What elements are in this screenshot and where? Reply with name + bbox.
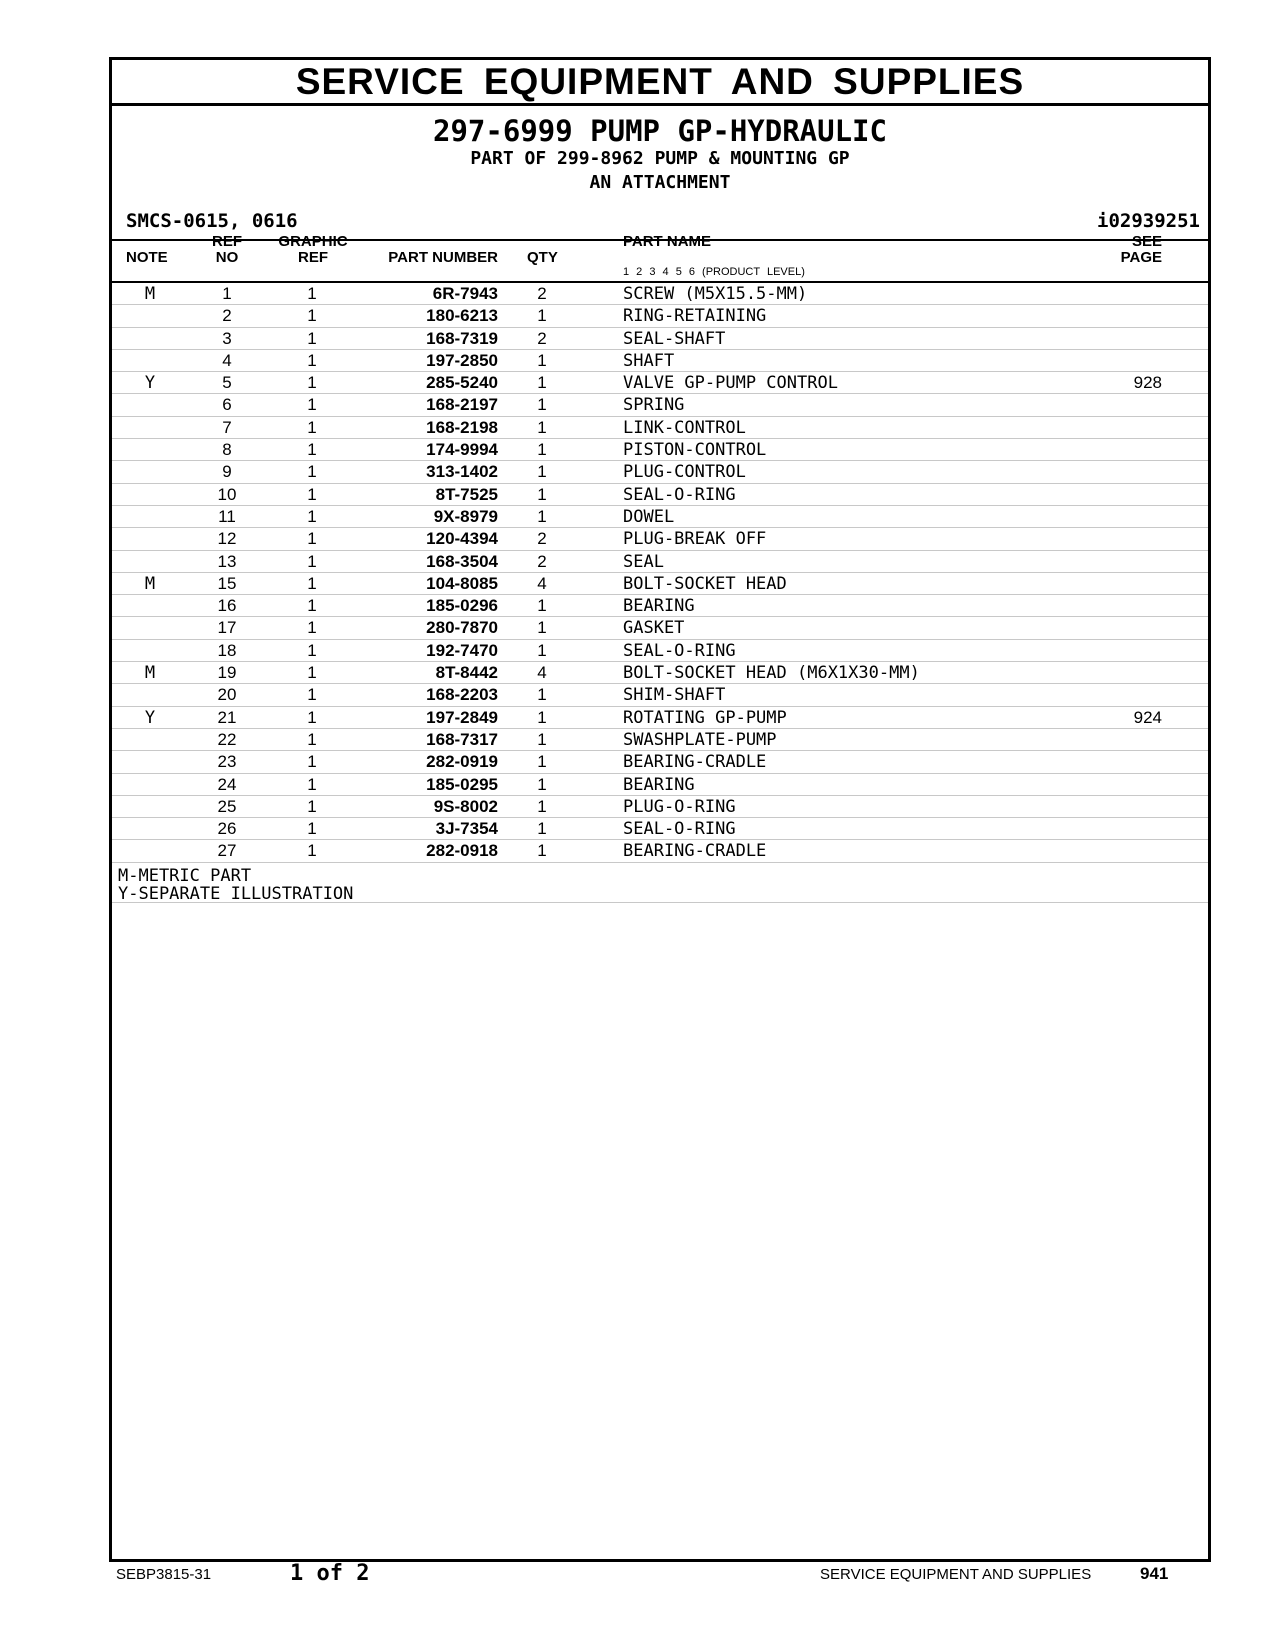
cell-ref-no: 3 (222, 328, 232, 348)
cell-graphic-ref: 1 (307, 663, 317, 683)
cell-part-number: 192-7470 (426, 640, 498, 660)
cell-qty: 1 (537, 618, 547, 638)
cell-note: M (144, 284, 156, 304)
cell-ref-no: 7 (222, 417, 232, 437)
footer-page-of: 1 of 2 (290, 1561, 370, 1586)
cell-qty: 1 (537, 395, 547, 415)
cell-part-name: BEARING-CRADLE (623, 752, 767, 773)
cell-qty: 1 (537, 841, 547, 861)
cell-part-name: PLUG-O-RING (623, 796, 736, 817)
cell-part-number: 104-8085 (426, 573, 498, 593)
cell-see-page: 928 (1133, 373, 1162, 393)
table-row (112, 707, 1208, 729)
cell-ref-no: 21 (217, 707, 237, 727)
cell-qty: 1 (537, 774, 547, 794)
cell-graphic-ref: 1 (307, 640, 317, 660)
column-header-qty: QTY (527, 249, 558, 266)
cell-part-name: SEAL-O-RING (623, 484, 736, 505)
column-header-ref (202, 234, 252, 266)
cell-ref-no: 9 (222, 462, 232, 482)
cell-qty: 1 (537, 685, 547, 705)
cell-part-name: PISTON-CONTROL (623, 440, 767, 461)
cell-ref-no: 20 (217, 685, 237, 705)
cell-part-number: 9S-8002 (433, 796, 498, 816)
cell-part-number: 282-0919 (426, 752, 498, 772)
document-id: i02939251 (1097, 210, 1200, 232)
table-row (112, 684, 1208, 706)
cell-graphic-ref: 1 (307, 596, 317, 616)
cell-graphic-ref: 1 (307, 328, 317, 348)
table-row (112, 774, 1208, 796)
column-header-ref-top: REF (212, 233, 242, 250)
cell-part-name: SPRING (623, 395, 685, 416)
table-row (112, 595, 1208, 617)
cell-graphic-ref: 1 (307, 440, 317, 460)
cell-qty: 1 (537, 596, 547, 616)
cell-graphic-ref: 1 (307, 841, 317, 861)
group-title: 297-6999 PUMP GP-HYDRAULIC (433, 114, 887, 148)
cell-part-name: SHIM-SHAFT (623, 685, 726, 706)
cell-graphic-ref: 1 (307, 707, 317, 727)
cell-part-number: 197-2850 (426, 350, 498, 370)
table-row (112, 461, 1208, 483)
cell-graphic-ref: 1 (307, 573, 317, 593)
smcs-code: SMCS-0615, 0616 (126, 210, 298, 232)
cell-part-name: SEAL-O-RING (623, 819, 736, 840)
cell-part-number: 168-2198 (426, 417, 498, 437)
column-header-see-page-top: SEE (1131, 233, 1162, 250)
cell-ref-no: 16 (217, 596, 237, 616)
cell-ref-no: 5 (222, 373, 232, 393)
cell-see-page: 924 (1133, 707, 1162, 727)
cell-part-number: 168-7317 (426, 729, 498, 749)
cell-qty: 1 (537, 484, 547, 504)
cell-part-name: BEARING (623, 774, 695, 795)
cell-graphic-ref: 1 (307, 506, 317, 526)
cell-qty: 1 (537, 752, 547, 772)
column-header-graphic-ref-top: GRAPHIC (278, 233, 348, 250)
cell-qty: 1 (537, 640, 547, 660)
cell-graphic-ref: 1 (307, 618, 317, 638)
cell-part-number: 168-3504 (426, 551, 498, 571)
cell-part-number: 8T-7525 (435, 484, 498, 504)
table-row (112, 751, 1208, 773)
footer-doc-number: SEBP3815-31 (116, 1566, 212, 1583)
cell-part-name: SEAL-O-RING (623, 640, 736, 661)
cell-qty: 1 (537, 796, 547, 816)
cell-qty: 2 (537, 551, 547, 571)
cell-part-number: 285-5240 (426, 373, 498, 393)
section-banner: SERVICE EQUIPMENT AND SUPPLIES (112, 60, 1208, 106)
cell-qty: 2 (537, 529, 547, 549)
group-subtitle-parent: PART OF 299-8962 PUMP & MOUNTING GP (470, 148, 850, 169)
table-row (112, 417, 1208, 439)
cell-qty: 1 (537, 707, 547, 727)
cell-ref-no: 1 (222, 284, 232, 303)
cell-part-number: 185-0296 (426, 596, 498, 616)
cell-qty: 1 (537, 819, 547, 839)
cell-ref-no: 23 (217, 752, 237, 772)
cell-graphic-ref: 1 (307, 284, 317, 303)
cell-part-number: 168-2197 (426, 395, 498, 415)
cell-part-name: GASKET (623, 618, 685, 639)
column-header-part-number: PART NUMBER (388, 249, 498, 266)
table-row (112, 528, 1208, 550)
cell-ref-no: 15 (217, 573, 237, 593)
cell-part-name: SEAL-SHAFT (623, 328, 726, 349)
group-subtitle-attachment: AN ATTACHMENT (589, 172, 731, 193)
table-row (112, 640, 1208, 662)
notes-legend (112, 863, 1208, 903)
cell-part-number: 197-2849 (426, 707, 498, 727)
cell-ref-no: 27 (217, 841, 237, 861)
cell-qty: 4 (537, 663, 547, 683)
cell-graphic-ref: 1 (307, 685, 317, 705)
cell-graphic-ref: 1 (307, 484, 317, 504)
cell-part-name: BOLT-SOCKET HEAD (623, 573, 787, 594)
column-header-graphic-ref-bottom: REF (298, 249, 328, 266)
footer-page-number: 941 (1140, 1564, 1169, 1583)
table-row (112, 394, 1208, 416)
table-row (112, 796, 1208, 818)
cell-graphic-ref: 1 (307, 752, 317, 772)
cell-graphic-ref: 1 (307, 529, 317, 549)
table-row (112, 372, 1208, 394)
cell-qty: 1 (537, 417, 547, 437)
table-row (112, 350, 1208, 372)
cell-part-number: 168-2203 (426, 685, 498, 705)
table-row (112, 617, 1208, 639)
table-row (112, 818, 1208, 840)
cell-graphic-ref: 1 (307, 417, 317, 437)
cell-qty: 1 (537, 440, 547, 460)
cell-qty: 2 (537, 328, 547, 348)
column-header-see-page (1102, 234, 1162, 266)
cell-part-number: 174-9994 (426, 440, 498, 460)
table-row (112, 328, 1208, 350)
cell-ref-no: 4 (222, 350, 232, 370)
table-row (112, 283, 1208, 305)
table-row (112, 506, 1208, 528)
cell-ref-no: 12 (217, 529, 237, 549)
cell-graphic-ref: 1 (307, 796, 317, 816)
cell-graphic-ref: 1 (307, 395, 317, 415)
cell-qty: 2 (537, 284, 547, 303)
cell-ref-no: 18 (217, 640, 237, 660)
cell-qty: 1 (537, 373, 547, 393)
cell-part-name: PLUG-BREAK OFF (623, 529, 767, 550)
cell-part-name: DOWEL (623, 506, 675, 527)
note-separate-illustration: Y-SEPARATE ILLUSTRATION (118, 883, 354, 904)
cell-part-name: ROTATING GP-PUMP (623, 707, 787, 728)
cell-graphic-ref: 1 (307, 774, 317, 794)
cell-ref-no: 25 (217, 796, 237, 816)
table-row (112, 551, 1208, 573)
cell-graphic-ref: 1 (307, 350, 317, 370)
cell-part-number: 180-6213 (426, 306, 498, 326)
cell-qty: 1 (537, 506, 547, 526)
cell-qty: 1 (537, 306, 547, 326)
column-header-part-name: PART NAME (623, 233, 712, 250)
cell-part-number: 8T-8442 (435, 663, 498, 683)
cell-part-number: 282-0918 (426, 841, 498, 861)
cell-part-number: 3J-7354 (435, 819, 498, 839)
cell-part-name: SHAFT (623, 350, 675, 371)
table-row (112, 662, 1208, 684)
table-row (112, 484, 1208, 506)
column-header-graphic-ref (277, 234, 349, 266)
cell-qty: 1 (537, 729, 547, 749)
page-frame (109, 57, 1211, 1562)
cell-graphic-ref: 1 (307, 373, 317, 393)
cell-part-number: 120-4394 (426, 529, 498, 549)
cell-ref-no: 2 (222, 306, 232, 326)
parts-list (112, 283, 1208, 903)
cell-ref-no: 26 (217, 819, 237, 839)
product-level-scale: 1 2 3 4 5 6 (PRODUCT LEVEL) (623, 266, 805, 278)
cell-ref-no: 17 (217, 618, 237, 638)
footer-section-title: SERVICE EQUIPMENT AND SUPPLIES (820, 1566, 1092, 1583)
cell-ref-no: 22 (217, 729, 237, 749)
cell-note: Y (144, 707, 156, 728)
cell-ref-no: 19 (217, 663, 237, 683)
cell-graphic-ref: 1 (307, 551, 317, 571)
note-metric: M-METRIC PART (118, 865, 252, 886)
cell-part-name: LINK-CONTROL (623, 417, 746, 438)
cell-part-number: 185-0295 (426, 774, 498, 794)
cell-part-name: RING-RETAINING (623, 306, 767, 327)
cell-ref-no: 24 (217, 774, 237, 794)
table-row (112, 305, 1208, 327)
cell-part-name: PLUG-CONTROL (623, 462, 746, 483)
cell-ref-no: 8 (222, 440, 232, 460)
cell-qty: 1 (537, 350, 547, 370)
cell-graphic-ref: 1 (307, 729, 317, 749)
cell-part-number: 9X-8979 (433, 506, 498, 526)
cell-part-name: SCREW (M5X15.5-MM) (623, 284, 808, 304)
cell-note: M (144, 663, 156, 684)
cell-part-name: VALVE GP-PUMP CONTROL (623, 373, 838, 394)
cell-ref-no: 11 (218, 506, 236, 526)
column-header-note: NOTE (126, 249, 168, 266)
cell-part-name: BOLT-SOCKET HEAD (M6X1X30-MM) (623, 663, 920, 684)
table-row (112, 439, 1208, 461)
table-row (112, 573, 1208, 595)
cell-note: Y (144, 373, 156, 394)
cell-graphic-ref: 1 (307, 306, 317, 326)
cell-note: M (144, 573, 156, 594)
table-row (112, 840, 1208, 862)
cell-part-number: 168-7319 (426, 328, 498, 348)
cell-ref-no: 6 (222, 395, 232, 415)
cell-part-name: BEARING (623, 596, 695, 617)
cell-ref-no: 10 (217, 484, 237, 504)
cell-graphic-ref: 1 (307, 462, 317, 482)
cell-part-number: 6R-7943 (432, 284, 498, 303)
table-row (112, 729, 1208, 751)
column-header-ref-bottom: NO (215, 249, 239, 266)
cell-ref-no: 13 (217, 551, 237, 571)
cell-graphic-ref: 1 (307, 819, 317, 839)
cell-part-number: 313-1402 (426, 462, 498, 482)
cell-qty: 4 (537, 573, 547, 593)
cell-part-name: SEAL (623, 551, 664, 572)
cell-part-name: BEARING-CRADLE (623, 841, 767, 862)
column-header-see-page-bottom: PAGE (1120, 249, 1162, 266)
cell-qty: 1 (537, 462, 547, 482)
cell-part-name: SWASHPLATE-PUMP (623, 729, 777, 750)
cell-part-number: 280-7870 (426, 618, 498, 638)
